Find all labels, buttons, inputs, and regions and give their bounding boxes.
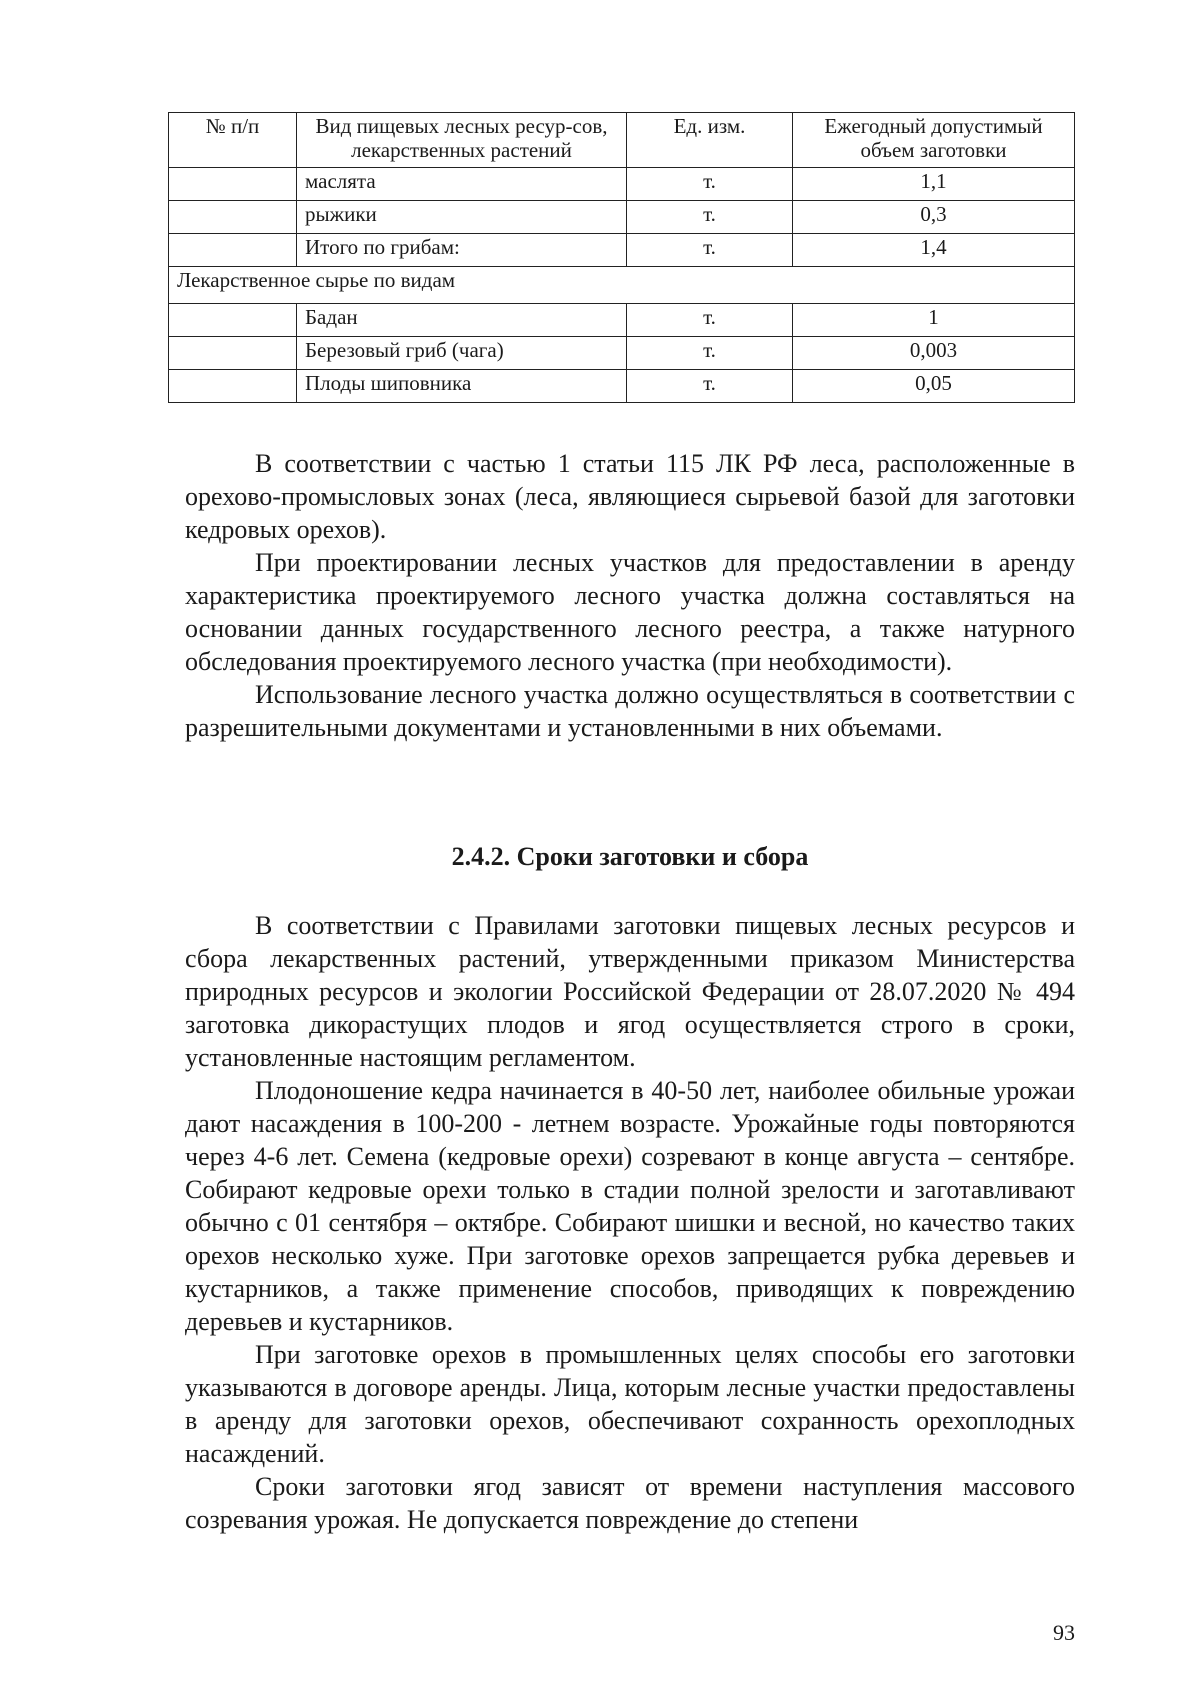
cell-num (169, 168, 297, 201)
cell-num (169, 370, 297, 403)
table-row (169, 234, 1075, 267)
paragraph: В соответствии с Правилами заготовки пищевых лесных ресурсов и сбора лекарственных растений, утвержденными приказом Министерства природных ресурсов и экологии Российской Федерации от 28.07.2020 № 494 заготовка дикорастущих плодов и ягод осуществляется строго в сроки, установленные настоящим регламентом. (185, 911, 1075, 1072)
table-row (169, 337, 1075, 370)
paragraph: При проектировании лесных участков для предоставлении в аренду характеристика проектируемого лесного участка должна составляться на основании данных государственного лесного реестра, а также натурного обследования проектируемого лесного участка (при необходимости). (185, 548, 1075, 676)
table-section-row (169, 267, 1075, 304)
paragraph: При заготовке орехов в промышленных целях способы его заготовки указываются в договоре аренды. Лица, которым лесные участки предоставлены в аренду для заготовки орехов, обеспечивают сохранность орехоплодных насаждений. (185, 1340, 1075, 1468)
cell-name: Бадан (297, 304, 627, 337)
table-header-row (169, 113, 1075, 168)
cell-unit: т. (627, 370, 793, 403)
cell-num (169, 337, 297, 370)
paragraph: В соответствии с частью 1 статьи 115 ЛК РФ леса, расположенные в орехово-промысловых зонах (леса, являющиеся сырьевой базой для заготовки кедровых орехов). (185, 449, 1075, 544)
body-text-top (185, 447, 1075, 744)
section-heading: 2.4.2. Сроки заготовки и сбора (451, 842, 809, 871)
resources-table (168, 112, 1075, 403)
table-row (169, 304, 1075, 337)
cell-volume: 1 (793, 304, 1075, 337)
header-num: № п/п (169, 113, 297, 168)
header-name: Вид пищевых лесных ресур-сов, лекарственных растений (297, 113, 627, 168)
cell-num (169, 201, 297, 234)
cell-unit: т. (627, 168, 793, 201)
cell-unit: т. (627, 234, 793, 267)
cell-num (169, 234, 297, 267)
cell-volume: 0,003 (793, 337, 1075, 370)
header-volume: Ежегодный допустимый объем заготовки (793, 113, 1075, 168)
table-row (169, 370, 1075, 403)
cell-name: маслята (297, 168, 627, 201)
cell-unit: т. (627, 201, 793, 234)
section-label: Лекарственное сырье по видам (169, 267, 1075, 304)
page-number: 93 (1053, 1620, 1075, 1645)
body-text-bottom (185, 909, 1075, 1536)
table-row (169, 168, 1075, 201)
cell-volume: 0,3 (793, 201, 1075, 234)
cell-unit: т. (627, 304, 793, 337)
cell-name: Итого по грибам: (297, 234, 627, 267)
cell-name: Березовый гриб (чага) (297, 337, 627, 370)
paragraph: Сроки заготовки ягод зависят от времени наступления массового созревания урожая. Не допускается повреждение до степени (185, 1472, 1075, 1534)
cell-volume: 1,1 (793, 168, 1075, 201)
cell-num (169, 304, 297, 337)
table-row (169, 201, 1075, 234)
cell-volume: 0,05 (793, 370, 1075, 403)
header-unit: Ед. изм. (627, 113, 793, 168)
cell-name: рыжики (297, 201, 627, 234)
cell-unit: т. (627, 337, 793, 370)
cell-volume: 1,4 (793, 234, 1075, 267)
paragraph: Плодоношение кедра начинается в 40-50 лет, наиболее обильные урожаи дают насаждения в 100-200 - летнем возрасте. Урожайные годы повторяются через 4-6 лет. Семена (кедровые орехи) созревают в конце августа – сентябре. Собирают кедровые орехи только в стадии полной зрелости и заготавливают обычно с 01 сентября – октябре. Собирают шишки и весной, но качество таких орехов несколько хуже. При заготовке орехов запрещается рубка деревьев и кустарников, а также применение способов, приводящих к повреждению деревьев и кустарников. (185, 1076, 1075, 1336)
paragraph: Использование лесного участка должно осуществляться в соответствии с разрешительными документами и установленными в них объемами. (185, 680, 1075, 742)
cell-name: Плоды шиповника (297, 370, 627, 403)
